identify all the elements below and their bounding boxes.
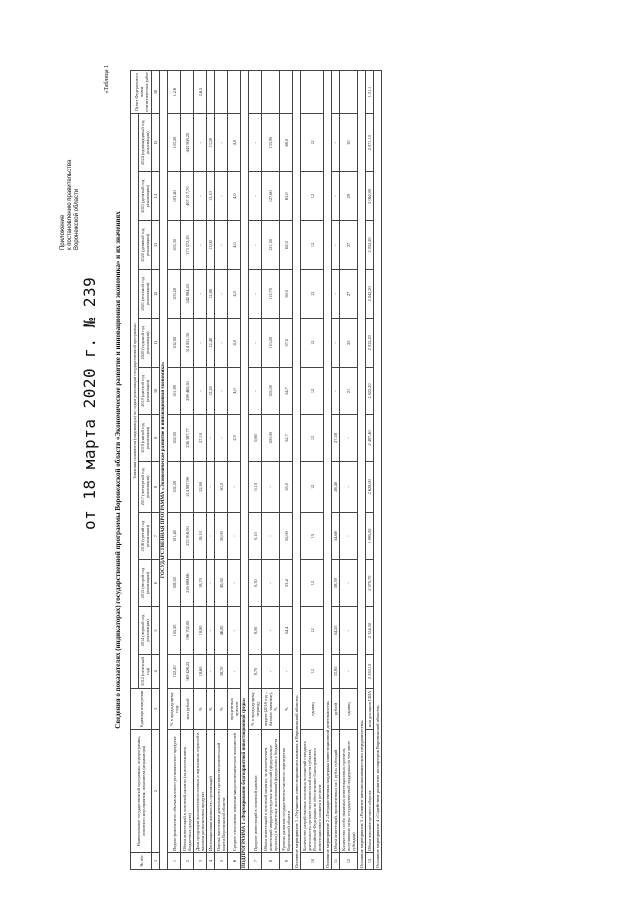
value-cell: 115,70: [262, 269, 280, 318]
value-cell: -: [194, 114, 207, 172]
value-cell: 54,4: [280, 607, 293, 655]
value-cell: -: [207, 607, 215, 655]
value-cell: 2 530,10: [366, 654, 374, 688]
value-cell: -: [340, 513, 358, 560]
value-cell: 21: [340, 367, 358, 415]
year-header: 2023 (десятый год реализации): [139, 172, 152, 221]
row-number: 11: [332, 853, 340, 870]
year-header: 2021 (восьмой год реализации): [139, 269, 152, 318]
value-cell: 62,0: [280, 221, 293, 270]
value-cell: 443 908,20: [181, 114, 194, 172]
document-title: Сведения о показателях (индикаторах) государственной программы Воронежской области «Экономическое развитие и инновационная экономика» и их значениях: [114, 211, 122, 729]
unit: индекс (2018 год – базовое значение), %: [262, 689, 280, 730]
table-row: [340, 71, 358, 870]
value-cell: 100,00: [262, 415, 280, 461]
value-cell: 27,10: [194, 415, 207, 461]
year-header: 2024 (одиннадцатый год реализации): [139, 114, 152, 172]
value-cell: 342 984,20: [181, 269, 194, 318]
unit: % к предыдущему периоду: [249, 689, 262, 730]
value-cell: 127,60: [262, 172, 280, 221]
value-cell: 12: [301, 461, 324, 512]
value-cell: 54,68: [332, 513, 340, 560]
value-cell: 8,70: [249, 654, 262, 688]
value-cell: 102,00: [168, 318, 181, 367]
value-cell: -: [340, 560, 358, 607]
value-cell: 18,60: [194, 654, 207, 688]
table-row: [301, 71, 324, 870]
value-cell: 18,80: [194, 607, 207, 655]
value-cell: 2 071,10: [366, 114, 374, 172]
value-cell: 102,00: [168, 415, 181, 461]
column-number: 15: [152, 114, 160, 172]
value-cell: 103,40: [168, 172, 181, 221]
value-cell: 169 426,25: [181, 654, 194, 688]
value-cell: 103,30: [168, 221, 181, 270]
value-cell: 38,70: [215, 654, 228, 688]
unit: % к предыдущему году: [168, 689, 181, 730]
value-cell: 18,70: [194, 560, 207, 607]
header-values: Значения показателя (индикатора) по годам реализации государственной программы: [131, 114, 139, 689]
fed-plan-point: [249, 71, 262, 114]
row-number: 13: [366, 853, 374, 870]
row-number: 3: [194, 853, 207, 870]
fed-plan-point: [228, 71, 241, 114]
value-cell: 13,10: [207, 172, 215, 221]
year-header: 2019 (шестой год реализации): [139, 367, 152, 415]
unit: единиц: [340, 689, 358, 730]
value-cell: 55,00: [280, 513, 293, 560]
fed-plan-point: [207, 71, 215, 114]
value-cell: -: [207, 654, 215, 688]
value-cell: 4,0: [228, 221, 241, 270]
fed-plan-point: 2.6.5: [194, 71, 207, 114]
value-cell: -: [332, 367, 340, 415]
value-cell: 27,58: [332, 415, 340, 461]
value-cell: -: [194, 172, 207, 221]
value-cell: 12: [301, 607, 324, 655]
value-cell: -: [332, 114, 340, 172]
value-cell: 4,0: [228, 318, 241, 367]
indicator-name: Инновационная активность организаций: [207, 730, 215, 853]
value-cell: 65,0: [280, 172, 293, 221]
table-body: [160, 71, 382, 870]
value-cell: 50,5: [215, 461, 228, 512]
value-cell: 33,85: [332, 654, 340, 688]
value-cell: -: [249, 172, 262, 221]
value-cell: -: [249, 318, 262, 367]
table-row: [181, 71, 194, 870]
header-name: Наименование государственной программы, подпрограммы, основного мероприятия, показателя (индикатора): [131, 730, 152, 853]
row-number: 6: [228, 853, 241, 870]
value-cell: 373 572,20: [181, 221, 194, 270]
value-cell: -: [262, 461, 280, 512]
value-cell: 0,10: [249, 513, 262, 560]
gov-program-row-text: ГОСУДАРСТВЕННАЯ ПРОГРАММА «Экономическое развитие и инновационная экономика»: [160, 71, 168, 870]
row-number: 10: [301, 853, 324, 870]
value-cell: 4,0: [228, 172, 241, 221]
value-cell: -: [249, 269, 262, 318]
indicator-name: Объем инвестиций, привлеченных на 1 рубль субсидий: [332, 730, 340, 853]
column-number: 2: [152, 730, 160, 853]
value-cell: 12: [301, 318, 324, 367]
value-cell: 50,00: [215, 513, 228, 560]
column-number: 8: [152, 461, 160, 512]
value-cell: 12: [301, 172, 324, 221]
value-cell: 2,9: [228, 415, 241, 461]
indicator-name: Уровень развития государственно-частного партнерства Воронежской области: [280, 730, 293, 853]
value-cell: 0,60: [249, 415, 262, 461]
value-cell: 102,59: [168, 461, 181, 512]
value-cell: 289 465,50: [181, 367, 194, 415]
main-measure-row: [324, 71, 332, 870]
value-cell: 2 062,00: [366, 172, 374, 221]
value-cell: 12: [301, 114, 324, 172]
value-cell: 4,0: [228, 367, 241, 415]
value-cell: -: [340, 607, 358, 655]
value-cell: 58,39: [332, 560, 340, 607]
year-header: 2022 (девятый год реализации): [139, 221, 152, 270]
value-cell: 12: [301, 560, 324, 607]
value-cell: 101,80: [168, 367, 181, 415]
fed-plan-point: [280, 71, 293, 114]
value-cell: -: [215, 114, 228, 172]
table-row: [262, 71, 280, 870]
value-cell: -: [332, 172, 340, 221]
column-number: 9: [152, 415, 160, 461]
year-header: 2017 (четвертый год реализации): [139, 461, 152, 512]
row-number: 5: [215, 853, 228, 870]
column-number: 11: [152, 318, 160, 367]
value-cell: -: [340, 415, 358, 461]
unit: процентных пунктов: [228, 689, 241, 730]
row-number: 2: [181, 853, 194, 870]
value-cell: -: [332, 221, 340, 270]
value-cell: -: [215, 221, 228, 270]
value-cell: 214 987,98: [181, 461, 194, 512]
value-cell: 13,00: [207, 221, 215, 270]
main-measure-row: [293, 71, 301, 870]
indicator-name: Количество разработанных основных положений стандарта деятельности органов исполнительной власти субъекта Российской Федерации по обеспечению благоприятного инвестиционного климата в регионе: [301, 730, 324, 853]
column-number: 1: [152, 853, 160, 870]
header-no: № п/п: [131, 853, 152, 870]
value-cell: 18,10: [194, 513, 207, 560]
value-cell: 57,0: [280, 318, 293, 367]
value-cell: 12,40: [207, 318, 215, 367]
value-cell: 233 916,00: [181, 513, 194, 560]
column-number: 5: [152, 607, 160, 655]
year-header: 2012 (отчетный год): [139, 654, 152, 688]
value-cell: 59,0: [280, 269, 293, 318]
value-cell: -: [228, 607, 241, 655]
appendix-line: Воронежской области: [74, 188, 80, 250]
value-cell: 68,0: [280, 114, 293, 172]
value-cell: 12: [301, 269, 324, 318]
value-cell: 101,40: [168, 513, 181, 560]
table-row: [280, 71, 293, 870]
indicator-name: Оценка населением деятельности органов исполнительной власти Воронежской области: [215, 730, 228, 853]
unit: %: [215, 689, 228, 730]
fed-plan-point: [301, 71, 324, 114]
value-cell: -: [215, 415, 228, 461]
unit: %: [194, 689, 207, 730]
value-cell: 22,00: [194, 461, 207, 512]
value-cell: 2 022,20: [366, 367, 374, 415]
decree-date-number: от 18 марта 2020 г. № 239: [80, 276, 99, 530]
value-cell: -: [215, 318, 228, 367]
rotated-sheet: [60, 60, 580, 880]
table-number: «Таблица 1: [104, 65, 110, 94]
value-cell: 133,90: [262, 114, 280, 172]
value-cell: 49,50: [215, 560, 228, 607]
value-cell: -: [207, 560, 215, 607]
indicators-table: [130, 70, 382, 870]
value-cell: 4,0: [228, 114, 241, 172]
value-cell: -: [228, 513, 241, 560]
table-row: [366, 71, 374, 870]
value-cell: -: [332, 269, 340, 318]
value-cell: 102,20: [168, 654, 181, 688]
value-cell: 1 995,00: [366, 513, 374, 560]
fed-plan-point: [340, 71, 358, 114]
indicator-name: Количество особо значимых инвестиционных проектов, получивших меры государственной поддержки (в том числе субсидии): [340, 730, 358, 853]
value-cell: -: [262, 607, 280, 655]
value-cell: 105,00: [262, 367, 280, 415]
value-cell: 13,30: [207, 114, 215, 172]
value-cell: -: [262, 654, 280, 688]
column-number: 16: [152, 71, 160, 114]
value-cell: -: [207, 415, 215, 461]
value-cell: -: [340, 654, 358, 688]
year-header: 2014 (первый год реализации): [139, 607, 152, 655]
value-cell: -: [228, 654, 241, 688]
value-cell: -: [249, 367, 262, 415]
value-cell: 2 042,20: [366, 269, 374, 318]
value-cell: -: [249, 114, 262, 172]
main-measure-row-text: Основное мероприятие 3 «Развитие внешнеэкономического сотрудничества»: [358, 71, 366, 870]
value-cell: 314 951,30: [181, 318, 194, 367]
appendix-line: к постановлению правительства: [67, 159, 73, 250]
fed-plan-point: [262, 71, 280, 114]
value-cell: -: [215, 269, 228, 318]
header-unit: Единица измерения: [131, 689, 152, 730]
fed-plan-point: 1.2.6: [168, 71, 181, 114]
column-number: 3: [152, 689, 160, 730]
value-cell: 12: [301, 654, 324, 688]
value-cell: 12,20: [207, 367, 215, 415]
value-cell: 12: [301, 367, 324, 415]
value-cell: -: [207, 461, 215, 512]
value-cell: 12: [301, 415, 324, 461]
table-row: [168, 71, 181, 870]
unit: %: [280, 689, 293, 730]
value-cell: 121,50: [262, 221, 280, 270]
value-cell: 2 070,70: [366, 560, 374, 607]
column-number: 14: [152, 172, 160, 221]
main-measure-row-text: Основное мероприятие 2 «Государственная поддержка инвестиционной деятельности»: [324, 71, 332, 870]
value-cell: -: [228, 560, 241, 607]
value-cell: 27: [340, 221, 358, 270]
appendix-line: Приложение: [60, 214, 66, 250]
year-header: 2018 (пятый год реализации): [139, 415, 152, 461]
header-fed-plan-point: Пункт Федерального плана статистических работ: [131, 71, 152, 114]
value-cell: 25: [340, 318, 358, 367]
value-cell: 2 052,20: [366, 221, 374, 270]
subprogram-row-text: ПОДПРОГРАММА 1 «Формирование благоприятной инвестиционной среды»: [241, 71, 249, 870]
value-cell: -: [262, 513, 280, 560]
value-cell: -: [215, 367, 228, 415]
column-number: 10: [152, 367, 160, 415]
value-cell: -: [207, 513, 215, 560]
unit: рублей: [332, 689, 340, 730]
value-cell: 2 032,20: [366, 318, 374, 367]
indicator-name: Индекс физического объема валового регионального продукта: [168, 730, 181, 853]
value-cell: 0,30: [249, 560, 262, 607]
table-row: [207, 71, 215, 870]
value-cell: -: [249, 221, 262, 270]
row-number: 4: [207, 853, 215, 870]
column-number: 6: [152, 560, 160, 607]
value-cell: -: [280, 654, 293, 688]
indicator-name: Объем инвестиций в основной капитал (за исключением бюджетных средств): [181, 730, 194, 853]
value-cell: 46,00: [215, 607, 228, 655]
value-cell: 27: [340, 269, 358, 318]
table-row: [194, 71, 207, 870]
value-cell: 53,4: [280, 560, 293, 607]
value-cell: -: [194, 367, 207, 415]
column-number: 4: [152, 654, 160, 688]
unit: единиц: [301, 689, 324, 730]
value-cell: 29: [340, 172, 358, 221]
value-cell: -: [262, 560, 280, 607]
indicator-name: Прирост инвестиций в основной капитал: [249, 730, 262, 853]
fed-plan-point: [332, 71, 340, 114]
row-number: 12: [340, 853, 358, 870]
indicator-name: Среднее отклонение значения макроэкономических показателей: [228, 730, 241, 853]
unit: млн долларов США: [366, 689, 374, 730]
table-row: [215, 71, 228, 870]
column-number: 7: [152, 513, 160, 560]
value-cell: -: [340, 461, 358, 512]
value-cell: 0,10: [249, 461, 262, 512]
value-cell: 54,7: [280, 367, 293, 415]
indicator-name: Объем внешнеторгового оборота: [366, 730, 374, 853]
table-row: [249, 71, 262, 870]
row-number: 7: [249, 853, 262, 870]
value-cell: -: [194, 221, 207, 270]
value-cell: 55,0: [280, 461, 293, 512]
column-numbers-row: [152, 71, 160, 870]
fed-plan-point: [215, 71, 228, 114]
main-measure-row-text: Основное мероприятие 4 «Содействие развитию экспортеров Воронежской области»: [374, 71, 382, 870]
value-cell: -: [228, 461, 241, 512]
value-cell: 103,20: [168, 269, 181, 318]
appendix-block: [60, 80, 81, 250]
value-cell: -: [194, 269, 207, 318]
gov-program-row: [160, 71, 168, 870]
row-number: 1: [168, 853, 181, 870]
value-cell: 52,7: [280, 415, 293, 461]
value-cell: 110,20: [262, 318, 280, 367]
value-cell: 108,50: [168, 560, 181, 607]
value-cell: 12: [301, 221, 324, 270]
value-cell: 2 497,40: [366, 415, 374, 461]
value-cell: 12,80: [207, 269, 215, 318]
value-cell: 4,0: [228, 269, 241, 318]
value-cell: -: [215, 172, 228, 221]
year-header: 2015 (второй год реализации): [139, 560, 152, 607]
value-cell: 407 217,70: [181, 172, 194, 221]
indicator-name: Доля продукции высокотехнологичных и наукоемких отраслей в валовом региональном продукте: [194, 730, 207, 853]
year-header: 2016 (третий год реализации): [139, 513, 152, 560]
value-cell: 105,50: [168, 607, 181, 655]
indicator-name: Объем инвестиций в основной капитал, за исключением инвестиций инфраструктурных монополий (федеральные проекты) и бюджетных ассигнований федерального бюджета: [262, 730, 280, 853]
subprogram-row: [241, 71, 249, 870]
value-cell: -: [332, 318, 340, 367]
value-cell: 54,25: [332, 607, 340, 655]
year-header: 2020 (седьмой год реализации): [139, 318, 152, 367]
value-cell: 196 702,00: [181, 607, 194, 655]
main-measure-row: [358, 71, 366, 870]
row-number: 8: [262, 853, 280, 870]
unit: млн рублей: [181, 689, 194, 730]
value-cell: 216 888,66: [181, 560, 194, 607]
value-cell: 103,50: [168, 114, 181, 172]
column-number: 13: [152, 221, 160, 270]
value-cell: -: [194, 318, 207, 367]
table-row: [228, 71, 241, 870]
value-cell: 2 354,50: [366, 607, 374, 655]
fed-plan-point: [181, 71, 194, 114]
value-cell: 2 628,00: [366, 461, 374, 512]
value-cell: 26,40: [332, 461, 340, 512]
value-cell: 236 387,77: [181, 415, 194, 461]
value-cell: 15: [301, 513, 324, 560]
fed-plan-point: 1.31.1: [366, 71, 374, 114]
table-row: [332, 71, 340, 870]
column-number: 12: [152, 269, 160, 318]
main-measure-row: [374, 71, 382, 870]
value-cell: 30: [340, 114, 358, 172]
value-cell: 8,00: [249, 607, 262, 655]
main-measure-row-text: Основное мероприятие 1 «Улучшение инвестиционного климата в Воронежской области»: [293, 71, 301, 870]
unit: %: [207, 689, 215, 730]
row-number: 9: [280, 853, 293, 870]
